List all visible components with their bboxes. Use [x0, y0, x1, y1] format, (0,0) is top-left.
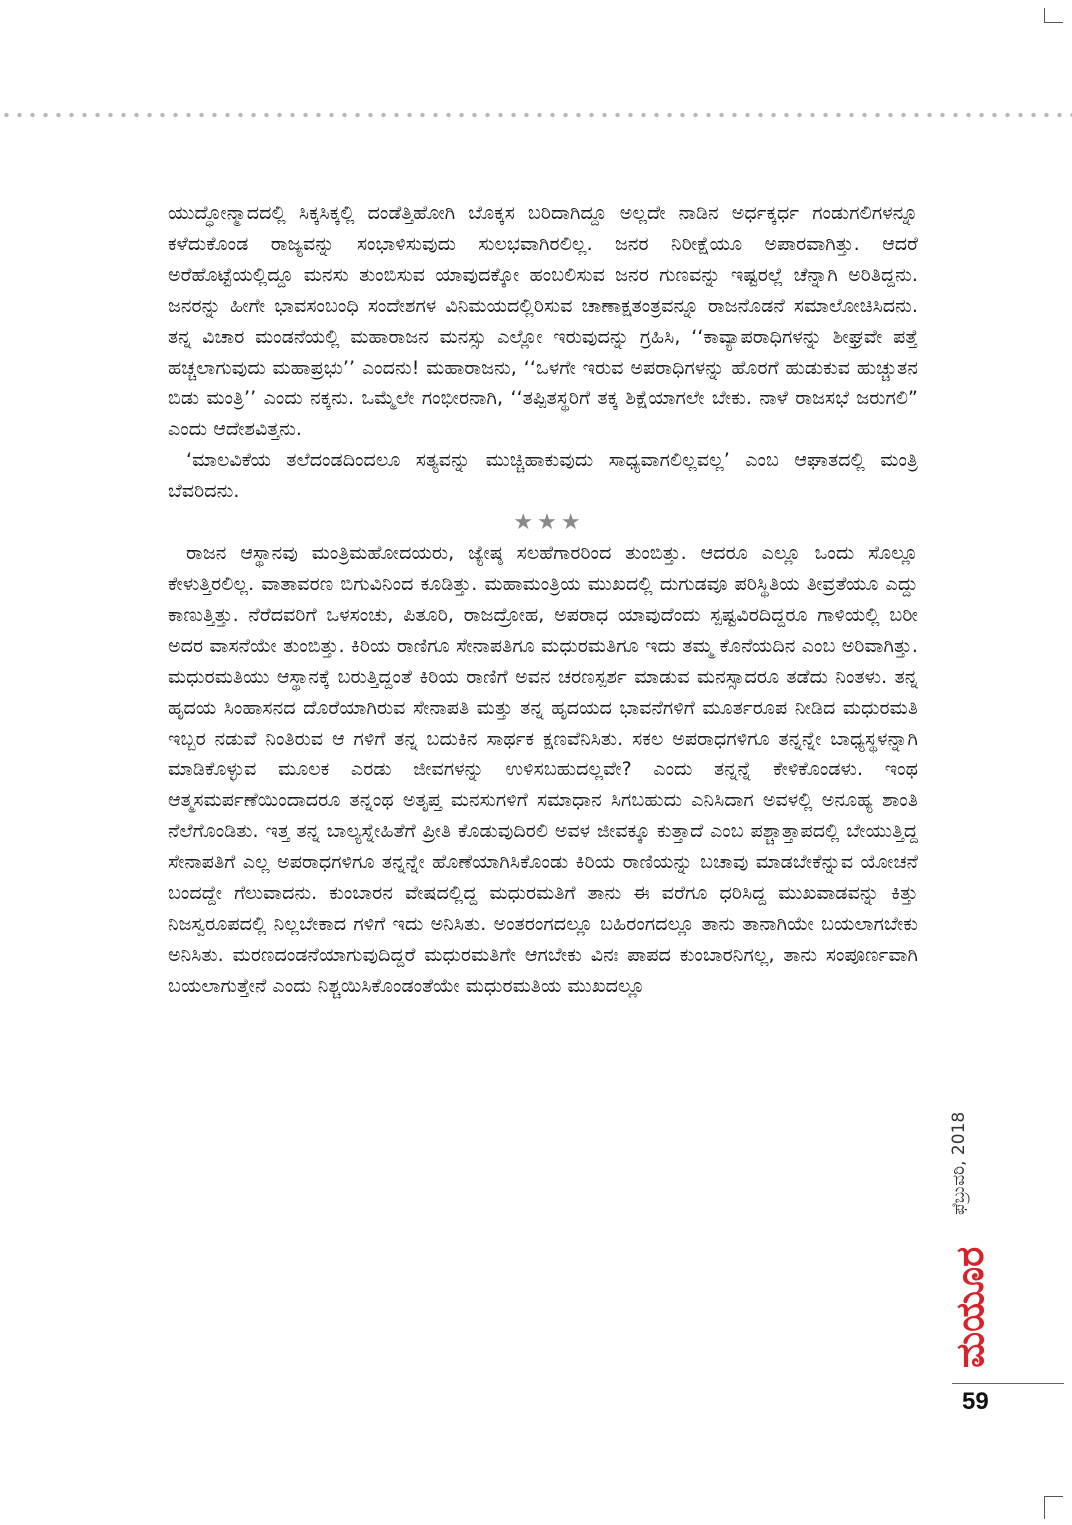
page-number: 59	[962, 1388, 989, 1415]
article-body	[168, 198, 918, 1002]
issue-date: ಫೆಬ್ರುವರಿ, 2018	[949, 1111, 969, 1215]
article-paragraph-2: ‘ಮಾಲವಿಕೆಯ ತಲೆದಂಡದಿಂದಲೂ ಸತ್ಯವನ್ನು ಮುಚ್ಚಿಹಾಕುವುದು ಸಾಧ್ಯವಾಗಲಿಲ್ಲವಲ್ಲ’ ಎಂಬ ಆಘಾತದಲ್ಲಿ ಮಂತ್ರಿ ಬೆವರಿದನು.	[168, 449, 918, 503]
page-number-rule	[952, 1383, 1064, 1384]
article-paragraph-3: ರಾಜನ ಆಸ್ಥಾನವು ಮಂತ್ರಿಮಹೋದಯರು, ಜ್ಯೇಷ್ಠ ಸಲಹೆಗಾರರಿಂದ ತುಂಬಿತ್ತು. ಆದರೂ ಎಲ್ಲೂ ಒಂದು ಸೊಲ್ಲೂ ಕೇಳುತ್ತಿರಲಿಲ್ಲ. ವಾತಾವರಣ ಬಿಗುವಿನಿಂದ ಕೂಡಿತ್ತು. ಮಹಾಮಂತ್ರಿಯ ಮುಖದಲ್ಲಿ ದುಗುಡವೂ ಪರಿಸ್ಥಿತಿಯ ತೀವ್ರತೆಯೂ ಎದ್ದು ಕಾಣುತ್ತಿತ್ತು. ನೆರೆದವರಿಗೆ ಒಳಸಂಚು, ಪಿತೂರಿ, ರಾಜದ್ರೋಹ, ಅಪರಾಧ ಯಾವುದೆಂದು ಸ್ಪಷ್ಟವಿರದಿದ್ದರೂ ಗಾಳಿಯಲ್ಲಿ ಬರೀ ಅದರ ವಾಸನೆಯೇ ತುಂಬಿತ್ತು. ಕಿರಿಯ ರಾಣಿಗೂ ಸೇನಾಪತಿಗೂ ಮಧುರಮತಿಗೂ ಇದು ತಮ್ಮ ಕೊನೆಯದಿನ ಎಂಬ ಅರಿವಾಗಿತ್ತು. ಮಧುರಮತಿಯು ಆಸ್ಥಾನಕ್ಕೆ ಬರುತ್ತಿದ್ದಂತೆ ಕಿರಿಯ ರಾಣಿಗೆ ಅವನ ಚರಣಸ್ಪರ್ಶ ಮಾಡುವ ಮನಸ್ಸಾದರೂ ತಡೆದು ನಿಂತಳು. ತನ್ನ ಹೃದಯ ಸಿಂಹಾಸನದ ದೊರೆಯಾಗಿರುವ ಸೇನಾಪತಿ ಮತ್ತು ತನ್ನ ಹೃದಯದ ಭಾವನೆಗಳಿಗೆ ಮೂರ್ತರೂಪ ನೀಡಿದ ಮಧುರಮತಿ ಇಬ್ಬರ ನಡುವೆ ನಿಂತಿರುವ ಆ ಗಳಿಗೆ ತನ್ನ ಬದುಕಿನ ಸಾರ್ಥಕ ಕ್ಷಣವೆನಿಸಿತು. ಸಕಲ ಅಪರಾಧಗಳಿಗೂ ತನ್ನನ್ನೇ ಬಾಧ್ಯಸ್ಥಳನ್ನಾಗಿ ಮಾಡಿಕೊಳ್ಳುವ ಮೂಲಕ ಎರಡು ಜೀವಗಳನ್ನು ಉಳಿಸಬಹುದಲ್ಲವೇ? ಎಂದು ತನ್ನನ್ನೆ ಕೇಳಿಕೊಂಡಳು. ಇಂಥ ಆತ್ಮಸಮರ್ಪಣೆಯಿಂದಾದರೂ ತನ್ನಂಥ ಅತೃಪ್ತ ಮನಸುಗಳಿಗೆ ಸಮಾಧಾನ ಸಿಗಬಹುದು ಎನಿಸಿದಾಗ ಅವಳಲ್ಲಿ ಅನೂಹ್ಯ ಶಾಂತಿ ನೆಲೆಗೊಂಡಿತು. ಇತ್ತ ತನ್ನ ಬಾಲ್ಯಸ್ನೇಹಿತೆಗೆ ಪ್ರೀತಿ ಕೊಡುವುದಿರಲಿ ಅವಳ ಜೀವಕ್ಕೂ ಕುತ್ತಾದೆ ಎಂಬ ಪಶ್ಚಾತ್ತಾಪದಲ್ಲಿ ಬೇಯುತ್ತಿದ್ದ ಸೇನಾಪತಿಗೆ ಎಲ್ಲ ಅಪರಾಧಗಳಿಗೂ ತನ್ನನ್ನೇ ಹೊಣೆಯಾಗಿಸಿಕೊಂಡು ಕಿರಿಯ ರಾಣಿಯನ್ನು ಬಚಾವು ಮಾಡಬೇಕೆನ್ನುವ ಯೋಚನೆ ಬಂದದ್ದೇ ಗೆಲುವಾದನು. ಕುಂಬಾರನ ವೇಷದಲ್ಲಿದ್ದ ಮಧುರಮತಿಗೆ ತಾನು ಈ ವರೆಗೂ ಧರಿಸಿದ್ದ ಮುಖವಾಡವನ್ನು ಕಿತ್ತು ನಿಜಸ್ವರೂಪದಲ್ಲಿ ನಿಲ್ಲಬೇಕಾದ ಗಳಿಗೆ ಇದು ಅನಿಸಿತು. ಅಂತರಂಗದಲ್ಲೂ ಬಹಿರಂಗದಲ್ಲೂ ತಾನು ತಾನಾಗಿಯೇ ಬಯಲಾಗಬೇಕು ಅನಿಸಿತು. ಮರಣದಂಡನೆಯಾಗುವುದಿದ್ದರೆ ಮಧುರಮತಿಗೇ ಆಗಬೇಕು ವಿನಃ ಪಾಪದ ಕುಂಬಾರನಿಗಲ್ಲ, ತಾನು ಸಂಪೂರ್ಣವಾಗಿ ಬಯಲಾಗುತ್ತೇನೆ ಎಂದು ನಿಶ್ಚಯಿಸಿಕೊಂಡಂತೆಯೇ ಮಧುರಮತಿಯ ಮುಖದಲ್ಲೂ	[168, 542, 918, 997]
crop-mark-bottom	[1044, 1496, 1063, 1519]
section-separator-stars: ★★★	[513, 510, 585, 536]
magazine-logo: ಮಯೂರ	[948, 1246, 992, 1368]
dotted-header-rule	[0, 112, 1072, 118]
article-paragraph-1: ಯುದ್ಧೋನ್ಮಾದದಲ್ಲಿ ಸಿಕ್ಕಸಿಕ್ಕಲ್ಲಿ ದಂಡೆತ್ತಿಹೋಗಿ ಬೊಕ್ಕಸ ಬರಿದಾಗಿದ್ದೂ ಅಲ್ಲದೇ ನಾಡಿನ ಅರ್ಧಕ್ಕರ್ಧ ಗಂಡುಗಲಿಗಳನ್ನೂ ಕಳೆದುಕೊಂಡ ರಾಜ್ಯವನ್ನು ಸಂಭಾಳಿಸುವುದು ಸುಲಭವಾಗಿರಲಿಲ್ಲ. ಜನರ ನಿರೀಕ್ಷೆಯೂ ಅಪಾರವಾಗಿತ್ತು. ಆದರೆ ಅರೆಹೊಟ್ಟೆಯಲ್ಲಿದ್ದೂ ಮನಸು ತುಂಬಿಸುವ ಯಾವುದಕ್ಕೋ ಹಂಬಲಿಸುವ ಜನರ ಗುಣವನ್ನು ಇಷ್ಟರಲ್ಲೆ ಚೆನ್ನಾಗಿ ಅರಿತಿದ್ದನು. ಜನರನ್ನು ಹೀಗೇ ಭಾವಸಂಬಂಧಿ ಸಂದೇಶಗಳ ವಿನಿಮಯದಲ್ಲಿರಿಸುವ ಚಾಣಾಕ್ಷತಂತ್ರವನ್ನೂ ರಾಜನೊಡನೆ ಸಮಾಲೋಚಿಸಿದನು. ತನ್ನ ವಿಚಾರ ಮಂಡನೆಯಲ್ಲಿ ಮಹಾರಾಜನ ಮನಸ್ಸು ಎಲ್ಲೋ ಇರುವುದನ್ನು ಗ್ರಹಿಸಿ, ‘‘ಕಾವ್ಯಾಪರಾಧಿಗಳನ್ನು ಶೀಘ್ರವೇ ಪತ್ತೆ ಹಚ್ಚಲಾಗುವುದು ಮಹಾಪ್ರಭು’’ ಎಂದನು! ಮಹಾರಾಜನು, ‘‘ಒಳಗೇ ಇರುವ ಅಪರಾಧಿಗಳನ್ನು ಹೊರಗೆ ಹುಡುಕುವ ಹುಚ್ಚುತನ ಬಿಡು ಮಂತ್ರಿ’’ ಎಂದು ನಕ್ಕನು. ಒಮ್ಮೆಲೇ ಗಂಭೀರನಾಗಿ, ‘‘ತಪ್ಪಿತಸ್ಥರಿಗೆ ತಕ್ಕ ಶಿಕ್ಷೆಯಾಗಲೇ ಬೇಕು. ನಾಳೆ ರಾಜಸಭೆ ಜರುಗಲಿ” ಎಂದು ಆದೇಶವಿತ್ತನು.	[168, 202, 918, 441]
crop-mark-top	[1044, 8, 1063, 23]
